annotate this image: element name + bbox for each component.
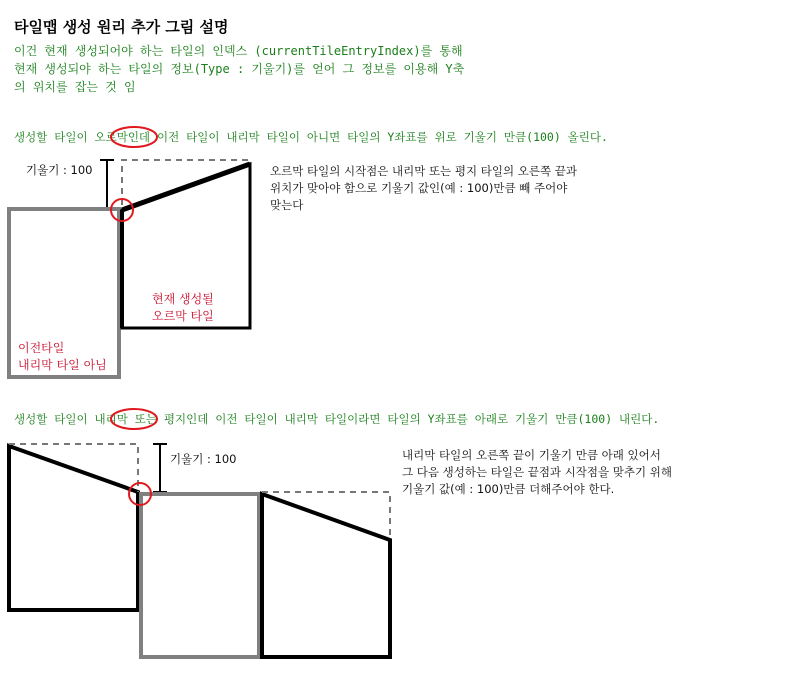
page-title: 타일맵 생성 원리 추가 그림 설명: [14, 18, 229, 36]
label-line: 오르막 타일: [152, 309, 214, 323]
case2-rule: 생성할 타일이 내리막 또는 평지인데 이전 타일이 내리막 타일이라면 타일의 Y좌표를 아래로 기울기 만큼(100) 내린다.: [14, 412, 660, 426]
note-line: 내리막 타일의 오른쪽 끝이 기울기 만큼 아래 있어서: [402, 448, 661, 462]
flat-tile-shape: [141, 494, 259, 657]
case2-slope-label: 기울기 : 100: [170, 452, 237, 466]
note-line: 기울기 값(예 : 100)만큼 더해주어야 한다.: [402, 482, 615, 496]
highlight-ellipse-downhill: [111, 409, 157, 429]
intro-line: 이건 현재 생성되어야 하는 타일의 인덱스 (currentTileEntryIndex)를 통해: [14, 44, 463, 58]
label-line: 내리막 타일 아님: [18, 358, 107, 372]
case1-slope-label: 기울기 : 100: [26, 163, 93, 177]
note-line: 그 다음 생성하는 타일은 끝점과 시작점을 맞추기 위해: [402, 465, 672, 479]
intro-line: 현재 생성되야 하는 타일의 정보(Type : 기울기)를 얻어 그 정보를 이용해 Y축: [14, 62, 465, 76]
note-line: 맞는다: [270, 198, 304, 212]
intro-line: 의 위치를 잡는 것 임: [14, 80, 136, 94]
label-line: 이전타일: [18, 341, 65, 355]
note-line: 위치가 맞아야 함으로 기울기 값인(예 : 100)만큼 빼 주어야: [270, 181, 568, 195]
highlight-ellipse-uphill: [111, 127, 157, 147]
downhill-tile-shape: [9, 446, 138, 610]
label-line: 현재 생성될: [152, 292, 214, 306]
next-downhill-tile-shape: [262, 494, 390, 657]
uphill-slope-edge: [122, 164, 250, 210]
prev-tile-shape: [9, 209, 119, 377]
case1-rule: 생성할 타일이 오르막인데 이전 타일이 내리막 타일이 아니면 타일의 Y좌표를 위로 기울기 만큼(100) 올린다.: [14, 130, 608, 144]
dashed-guide-uphill: [122, 160, 250, 205]
note-line: 오르막 타일의 시작점은 내리막 또는 평지 타일의 오른쪽 끝과: [270, 164, 577, 178]
